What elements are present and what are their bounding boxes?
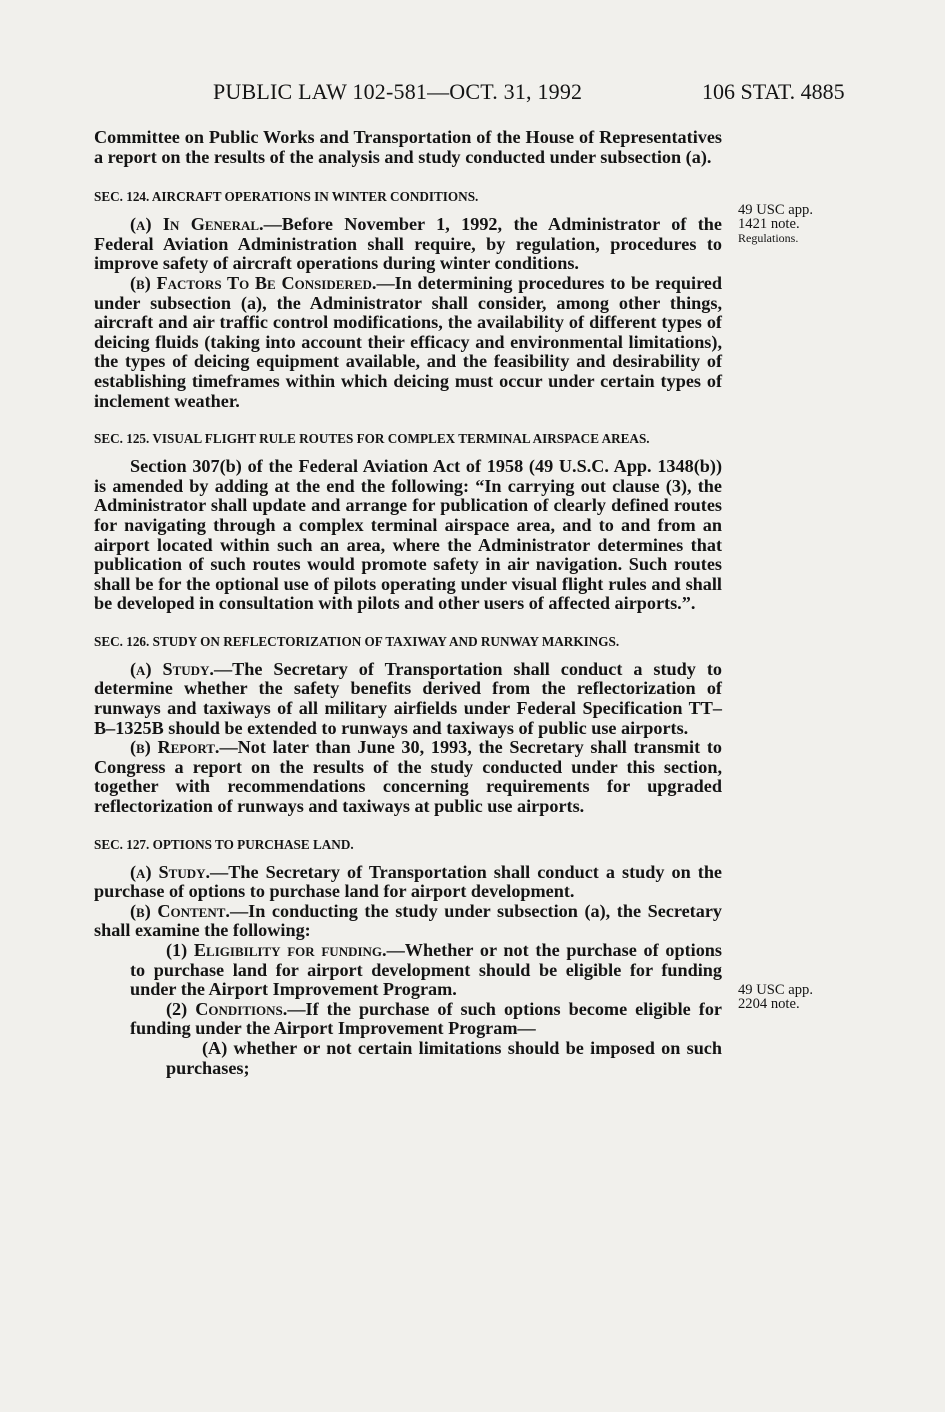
sidenote-line: 49 USC app. bbox=[738, 982, 813, 998]
subsection-label: (b) Factors To Be Considered. bbox=[130, 272, 377, 293]
subsection-label: (b) Content. bbox=[130, 900, 230, 921]
sidenote-line: Regulations. bbox=[738, 231, 799, 245]
intro-paragraph: Committee on Public Works and Transportation of the House of Representatives a report on the results of the analysis and study conducted under subsection (a). bbox=[94, 127, 722, 167]
paragraph-label: (2) Conditions. bbox=[166, 998, 288, 1019]
sec-124-b bbox=[94, 274, 722, 411]
section-heading-125: SEC. 125. VISUAL FLIGHT RULE ROUTES FOR COMPLEX TERMINAL AIRSPACE AREAS. bbox=[94, 431, 650, 447]
section-heading-124: SEC. 124. AIRCRAFT OPERATIONS IN WINTER CONDITIONS. bbox=[94, 189, 479, 205]
sec-127-b-2 bbox=[94, 1000, 722, 1039]
sec-126-a bbox=[94, 660, 722, 738]
sec-127-a bbox=[94, 863, 722, 902]
running-header-title: PUBLIC LAW 102-581—OCT. 31, 1992 bbox=[213, 79, 583, 104]
sidenote-line: 1421 note. bbox=[738, 216, 800, 232]
paragraph-text: —If the purchase of such options become eligible for funding under the Airport Improvement Program— bbox=[130, 998, 722, 1039]
document-body bbox=[94, 128, 722, 1078]
running-header-stat: 106 STAT. 4885 bbox=[702, 79, 845, 104]
sidenote-line: 49 USC app. bbox=[738, 202, 813, 218]
sec-125-text: Section 307(b) of the Federal Aviation Act of 1958 (49 U.S.C. App. 1348(b)) is amended by adding at the end the following: “In carrying out clause (3), the Administrator shall update and arrange for publication of clearly defined routes for navigating through a complex terminal airspace area, and to and from an airport located within such an area, where the Administrator determines that publication of such routes would promote safety in air navigation. Such routes shall be for the optional use of pilots operating under visual flight rules and shall be developed in consultation with pilots and other users of affected airports.”. bbox=[94, 456, 722, 614]
sidenote-line: 2204 note. bbox=[738, 996, 800, 1012]
subparagraph-text: (A) whether or not certain limitations should be imposed on such purchases; bbox=[166, 1037, 722, 1078]
sec-127-b-2-A bbox=[94, 1039, 722, 1078]
subsection-label: (a) Study. bbox=[130, 658, 214, 679]
paragraph-text: —Whether or not the purchase of options to purchase land for airport development should be eligible for funding under the Airport Improvement Program. bbox=[130, 940, 722, 1000]
paragraph-label: (1) Eligibility for funding. bbox=[166, 940, 387, 960]
sec-126-b bbox=[94, 738, 722, 816]
subsection-text: —Before November 1, 1992, the Administrator of the Federal Aviation Administration shall require, by regulation, procedures to improve safety of aircraft operations during winter conditions. bbox=[94, 214, 722, 274]
subsection-label: (a) Study. bbox=[130, 861, 211, 882]
section-heading-126: SEC. 126. STUDY ON REFLECTORIZATION OF TAXIWAY AND RUNWAY MARKINGS. bbox=[94, 633, 620, 649]
subsection-text: —The Secretary of Transportation shall conduct a study on the purchase of options to purchase land for airport development. bbox=[94, 861, 723, 902]
sidenote-sec-127 bbox=[738, 983, 813, 1011]
subsection-text: —Not later than June 30, 1993, the Secretary shall transmit to Congress a report on the results of the study conducted under this section, together with recommendations concerning requirements for upgraded reflectorization of runways and taxiways at public use airports. bbox=[94, 737, 722, 817]
sec-127-b bbox=[94, 902, 722, 941]
subsection-text: —In conducting the study under subsection (a), the Secretary shall examine the following: bbox=[94, 900, 722, 941]
subsection-text: —The Secretary of Transportation shall conduct a study to determine whether the safety benefits derived from the reflectorization of runways and taxiways of all military airfields under Federal Specification TT–B–1325B should be extended to runways and taxiways of public use airports. bbox=[94, 658, 722, 738]
sec-124-a bbox=[94, 215, 722, 274]
subsection-text: —In determining procedures to be required under subsection (a), the Administrator shall consider, among other things, aircraft and air traffic control modifications, the availability of different types of deicing fluids (taking into account their efficacy and environmental limitations), the types of deicing equipment available, and the feasibility and desirability of establishing timeframes within which deicing must occur under certain types of inclement weather. bbox=[94, 272, 722, 411]
sec-127-b-1 bbox=[94, 941, 722, 1000]
section-heading-127: SEC. 127. OPTIONS TO PURCHASE LAND. bbox=[94, 836, 354, 852]
subsection-label: (b) Report. bbox=[130, 737, 220, 758]
subsection-label: (a) In General. bbox=[130, 214, 264, 235]
sidenote-sec-124 bbox=[738, 203, 813, 245]
